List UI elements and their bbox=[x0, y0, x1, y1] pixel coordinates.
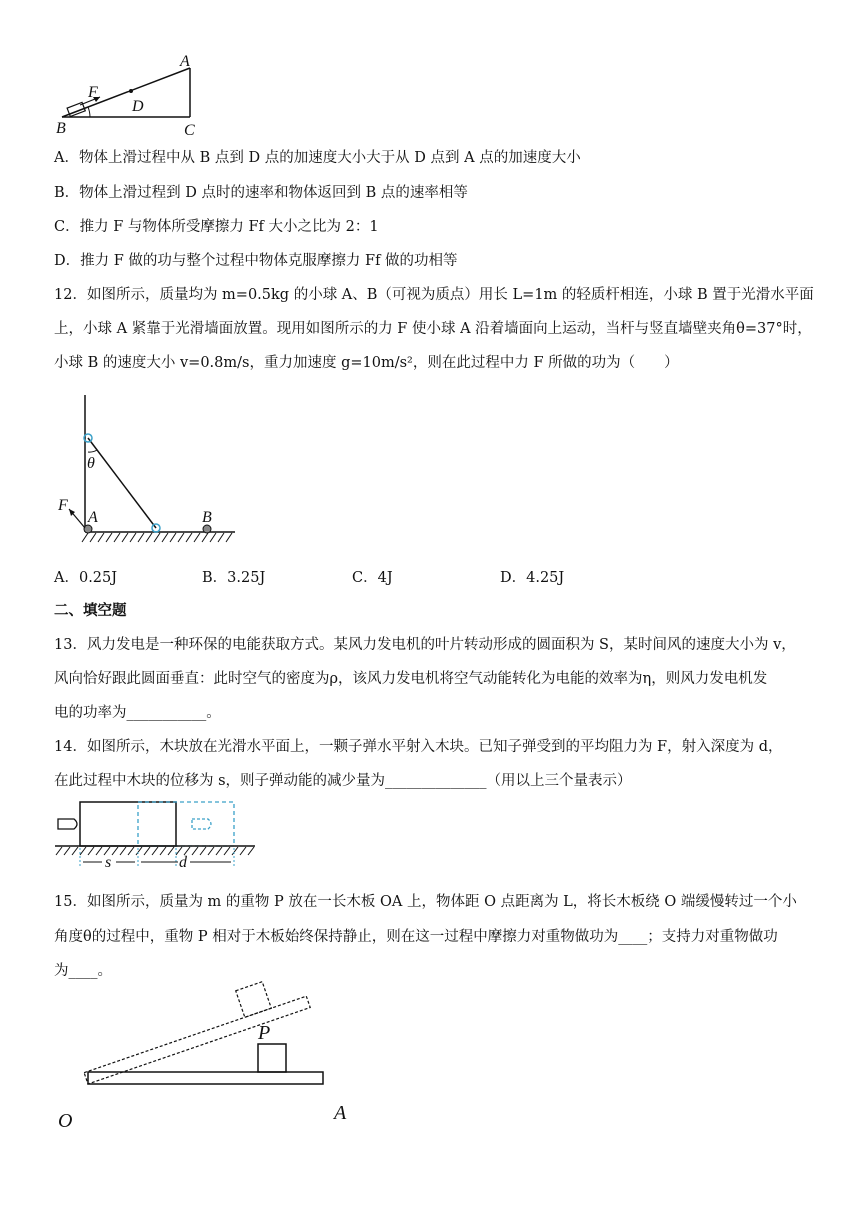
q12-option-c: C．4J bbox=[352, 570, 393, 586]
label-b: B bbox=[202, 509, 212, 526]
label-f: F bbox=[58, 497, 68, 514]
label-c: C bbox=[184, 122, 195, 139]
label-d: d bbox=[179, 854, 187, 871]
label-p: P bbox=[258, 1022, 271, 1044]
q12-option-a: A．0.25J bbox=[54, 570, 118, 586]
q14-text-line1: 14．如图所示，木块放在光滑水平面上，一颗子弹水平射入木块。已知子弹受到的平均阻力为 F，射入深度为 d， bbox=[54, 739, 783, 755]
q11-option-a: A．物体上滑过程中从 B 点到 D 点的加速度大小大于从 D 点到 A 点的加速度大小 bbox=[54, 150, 581, 166]
q15-text-line3: 为____。 bbox=[54, 963, 112, 979]
label-o: O bbox=[58, 1110, 73, 1132]
figure-q15-board bbox=[50, 995, 370, 1135]
q13-text-line3: 电的功率为___________。 bbox=[54, 705, 221, 721]
label-f: F bbox=[88, 84, 98, 101]
q11-option-c: C．推力 F 与物体所受摩擦力 Ff 大小之比为 2：1 bbox=[54, 219, 379, 235]
q15-text-line2: 角度θ的过程中，重物 P 相对于木板始终保持静止，则在这一过程中摩擦力对重物做功为____；支持力对重物做功 bbox=[54, 929, 778, 945]
label-theta: θ bbox=[87, 455, 95, 472]
q15-text-line1: 15．如图所示，质量为 m 的重物 P 放在一长木板 OA 上，物体距 O 点距离为 L，将长木板绕 O 端缓慢转过一个小 bbox=[54, 894, 797, 910]
q12-text-line1: 12．如图所示，质量均为 m=0.5kg 的小球 A、B（可视为质点）用长 L=1m 的轻质杆相连，小球 B 置于光滑水平面 bbox=[54, 287, 814, 303]
q12-option-b: B．3.25J bbox=[202, 570, 266, 586]
figure-q12-rod bbox=[50, 390, 250, 550]
figure-q11-incline bbox=[50, 53, 250, 139]
label-a: A bbox=[180, 53, 190, 70]
q12-text-line3: 小球 B 的速度大小 v=0.8m/s，重力加速度 g=10m/s²，则在此过程中力 F 所做的功为（ ） bbox=[54, 355, 679, 371]
label-a: A bbox=[334, 1102, 347, 1124]
label-s: s bbox=[105, 854, 112, 871]
q13-text-line1: 13．风力发电是一种环保的电能获取方式。某风力发电机的叶片转动形成的圆面积为 S，某时间风的速度大小为 v， bbox=[54, 637, 796, 653]
q12-text-line2: 上，小球 A 紧靠于光滑墙面放置。现用如图所示的力 F 使小球 A 沿着墙面向上运动，当杆与竖直墙壁夹角θ=37°时， bbox=[54, 321, 812, 337]
q12-options bbox=[54, 566, 834, 586]
label-d: D bbox=[132, 98, 144, 115]
q12-option-d: D．4.25J bbox=[500, 570, 565, 586]
q11-option-b: B．物体上滑过程到 D 点时的速率和物体返回到 B 点的速率相等 bbox=[54, 185, 468, 201]
label-a: A bbox=[88, 509, 98, 526]
q11-option-d: D．推力 F 做的功与整个过程中物体克服摩擦力 Ff 做的功相等 bbox=[54, 253, 458, 269]
label-b: B bbox=[56, 120, 66, 137]
q13-text-line2: 风向恰好跟此圆面垂直：此时空气的密度为ρ，该风力发电机将空气动能转化为电能的效率为η，则风力发电机发 bbox=[54, 671, 768, 687]
figure-q14-block bbox=[50, 800, 270, 870]
q14-text-line2: 在此过程中木块的位移为 s，则子弹动能的减少量为______________（用以上三个量表示） bbox=[54, 773, 632, 789]
section-heading: 二、填空题 bbox=[54, 602, 127, 619]
